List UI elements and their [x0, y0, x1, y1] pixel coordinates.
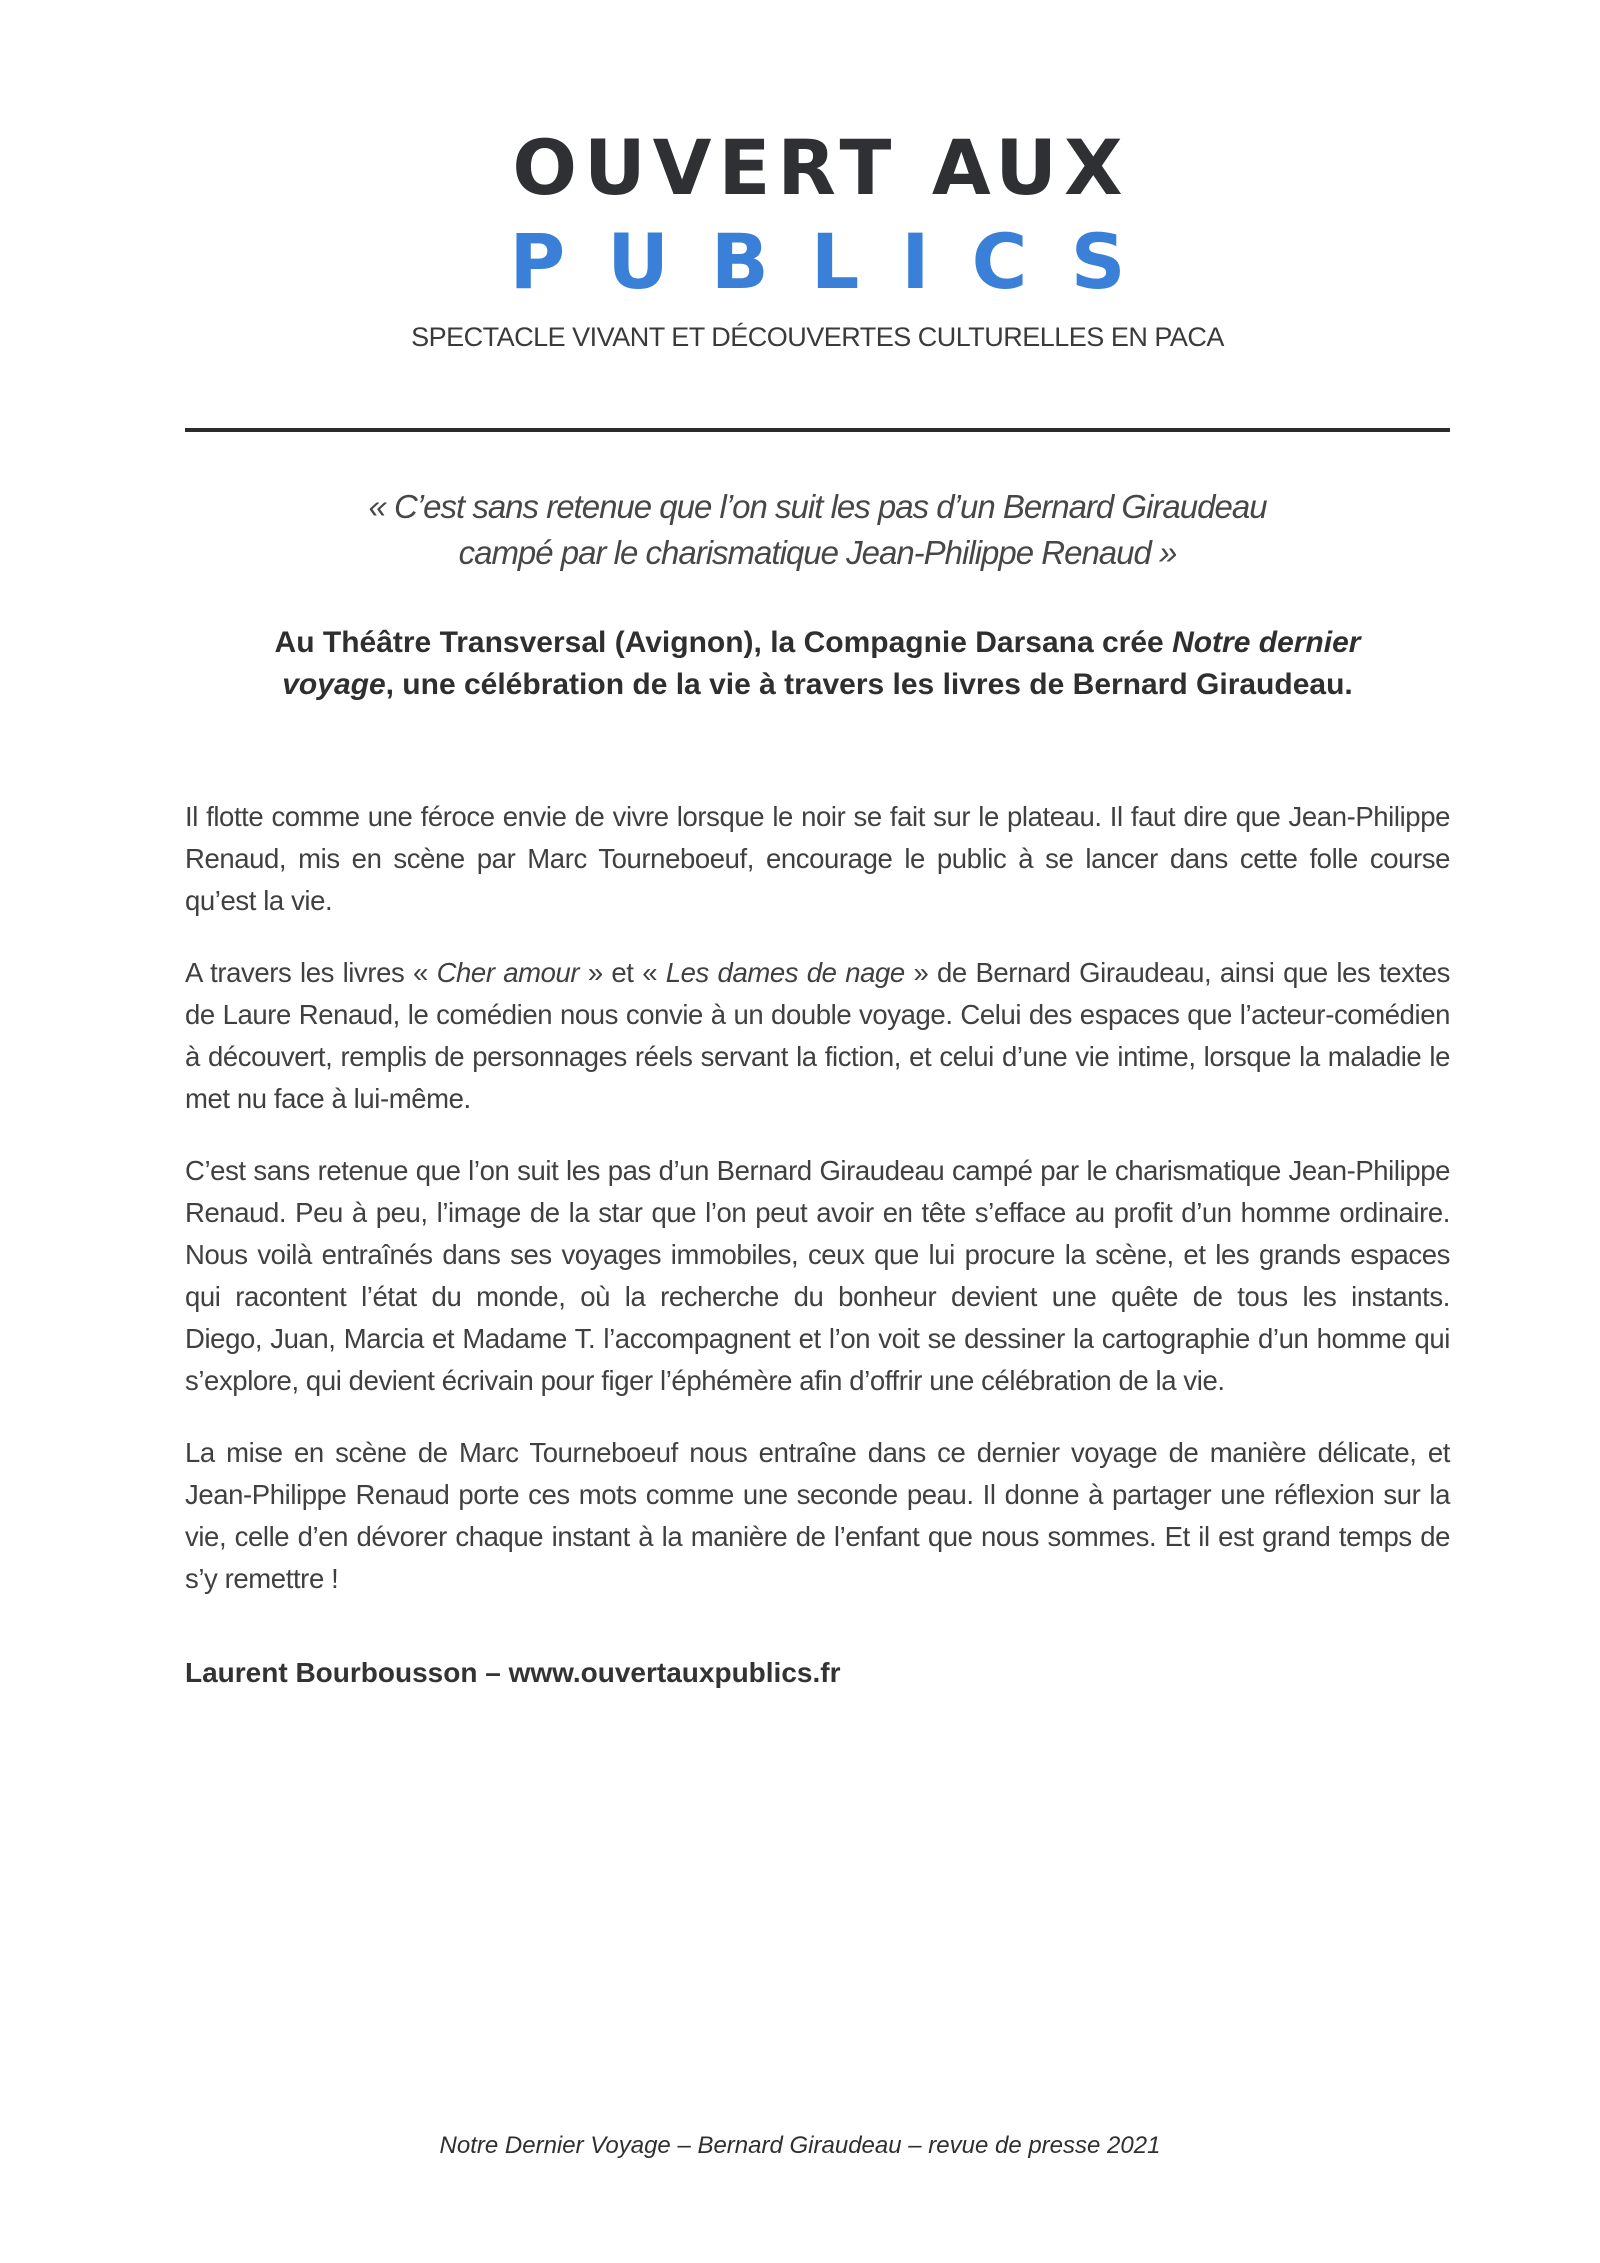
- paragraph-2-text: » et «: [579, 957, 666, 988]
- pull-quote-line-2: campé par le charismatique Jean-Philippe Renaud »: [458, 534, 1177, 571]
- book-title-cher-amour: Cher amour: [436, 957, 580, 988]
- book-title-les-dames-de-nage: Les dames de nage: [665, 957, 905, 988]
- paragraph-3-part-2: Diego, Juan, Marcia et Madame T. l’accompagnent et l’on voit se dessiner la cartographie d’un homme qui s’explore, qui devient écrivain pour figer l’éphémère afin d’offrir une célébration de la vie.: [185, 1323, 1450, 1396]
- logo-wordmark-bottom: PUBLICS: [509, 217, 1168, 306]
- paragraph-1: Il flotte comme une féroce envie de vivre lorsque le noir se fait sur le plateau. Il faut dire que Jean-Philippe Renaud, mis en scène par Marc Tourneboeuf, encourage le public à se lancer dans cette folle course qu’est la vie.: [185, 801, 1450, 916]
- paragraph-3-part-1: C’est sans retenue que l’on suit les pas d’un Bernard Giraudeau campé par le charismatique Jean-Philippe Renaud. Peu à peu, l’image de la star que l’on peut avoir en tête s’efface au profit d’un homme ordinaire. Nous voilà entraînés dans ses voyages immobiles, ceux que lui procure la scène, et les grands espaces qui racontent l’état du monde, où la recherche du bonheur devient une quête de tous les instants.: [185, 1155, 1450, 1312]
- pull-quote: [185, 484, 1450, 576]
- author-line: Laurent Bourbousson – www.ouvertauxpublics.fr: [185, 1657, 841, 1688]
- footer-note: Notre Dernier Voyage – Bernard Giraudeau – revue de presse 2021: [439, 2132, 1161, 2159]
- pull-quote-line-1: « C’est sans retenue que l’on suit les pas d’un Bernard Giraudeau: [368, 488, 1267, 525]
- show-title: Notre dernier voyage: [282, 626, 1361, 701]
- paragraph-2-text: » de Bernard Giraudeau, ainsi que les textes de Laure Renaud, le comédien nous convie à un double voyage. Celui des espaces que l’acteur-comédien à découvert, remplis de personnages réels servant la fiction, et celui d’une vie intime, lorsque la maladie le met nu face à lui-même.: [185, 957, 1451, 1114]
- intro-heading-text-1: Au Théâtre Transversal (Avignon), la Compagnie Darsana crée: [274, 626, 1173, 659]
- intro-heading: [228, 622, 1408, 706]
- logo-tagline: SPECTACLE VIVANT ET DÉCOUVERTES CULTURELLES EN PACA: [411, 322, 1224, 352]
- divider-rule: [185, 428, 1450, 432]
- paragraph-4: La mise en scène de Marc Tourneboeuf nous entraîne dans ce dernier voyage de manière délicate, et Jean-Philippe Renaud porte ces mots comme une seconde peau. Il donne à partager une réflexion sur la vie, celle d’en dévorer chaque instant à la manière de l’enfant que nous sommes. Et il est grand temps de s’y remettre !: [185, 1437, 1450, 1594]
- logo-wordmark-top: OUVERT AUX: [512, 123, 1130, 212]
- article-body: [185, 796, 1450, 1600]
- intro-heading-text-2: , une célébration de la vie à travers les livres de Bernard Giraudeau.: [385, 668, 1353, 701]
- logo: [185, 123, 1450, 352]
- paragraph-2: [185, 952, 1450, 1120]
- paragraph-2-text: A travers les livres «: [185, 957, 437, 988]
